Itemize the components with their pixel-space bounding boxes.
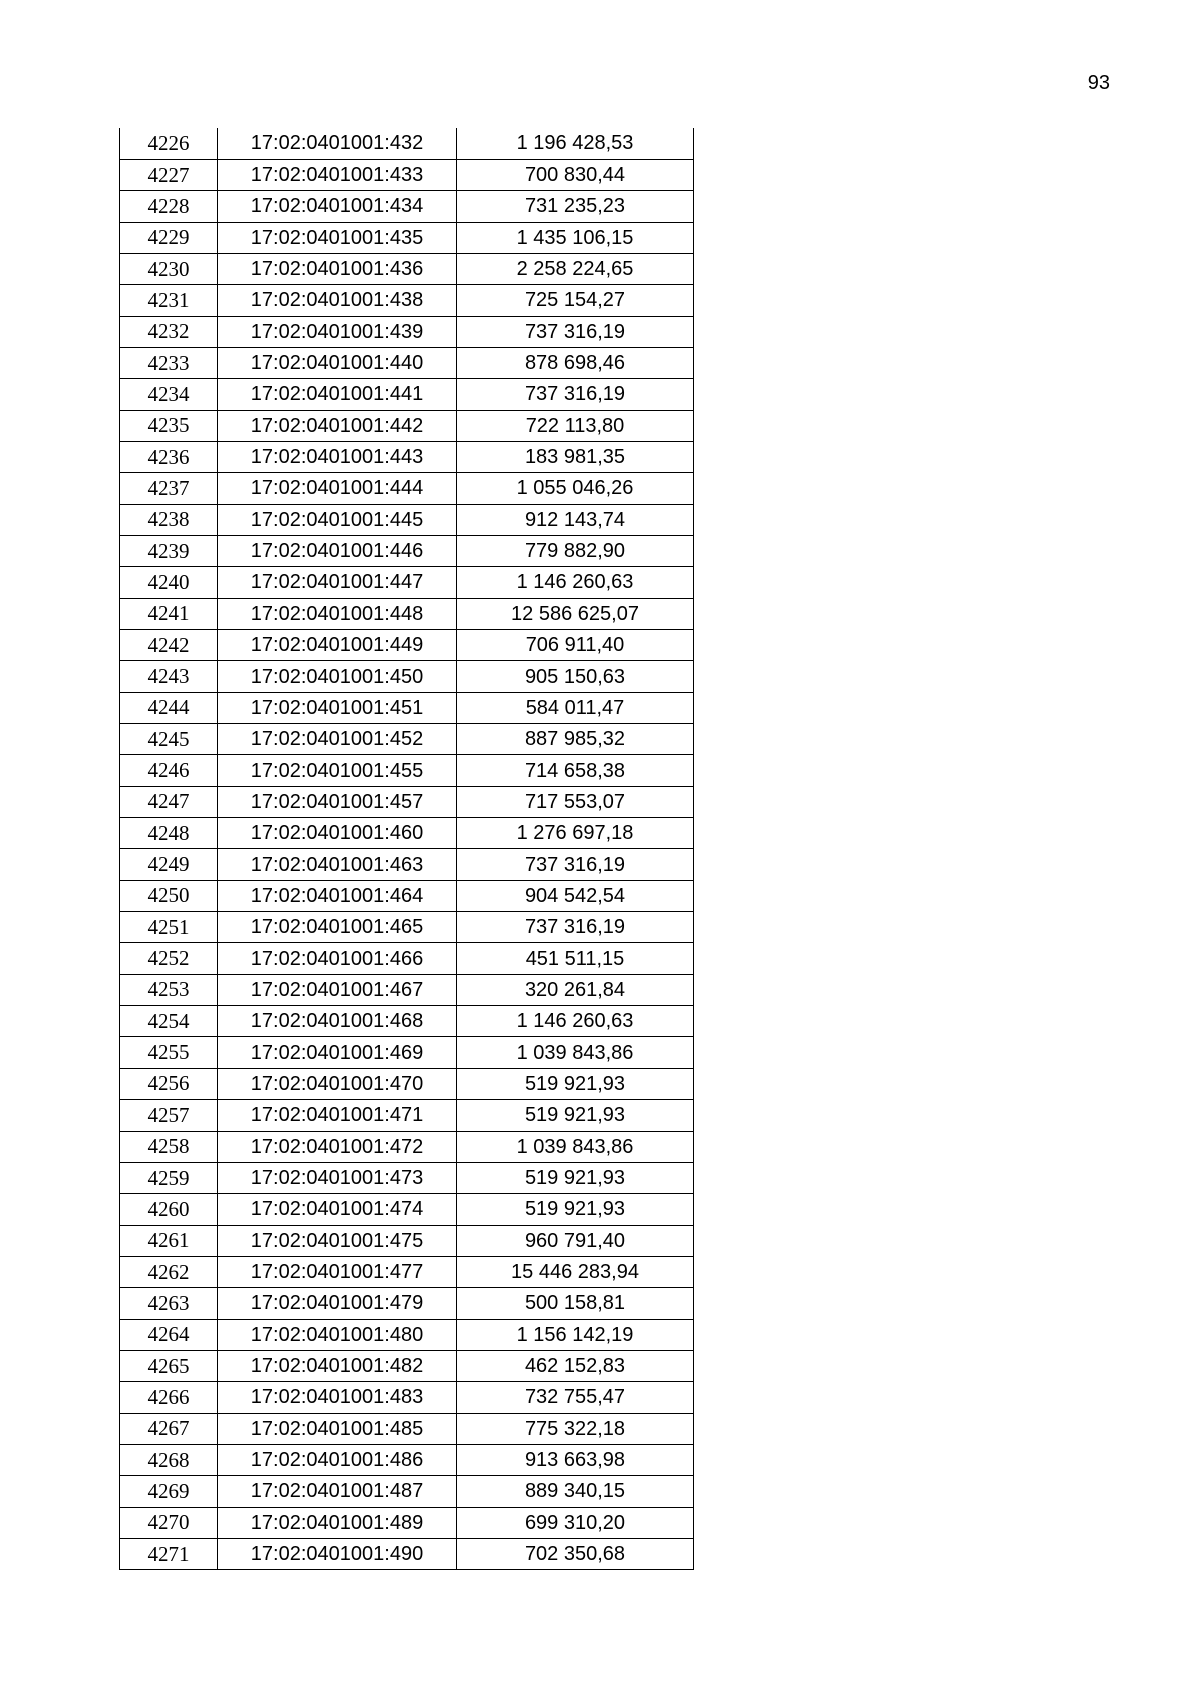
row-number-cell: 4262 — [120, 1256, 218, 1287]
cadastral-number-cell: 17:02:0401001:490 — [218, 1538, 457, 1569]
value-cell: 714 658,38 — [457, 755, 694, 786]
cadastral-number-cell: 17:02:0401001:442 — [218, 410, 457, 441]
value-cell: 779 882,90 — [457, 535, 694, 566]
value-cell: 700 830,44 — [457, 159, 694, 190]
cadastral-number-cell: 17:02:0401001:445 — [218, 504, 457, 535]
value-cell: 2 258 224,65 — [457, 253, 694, 284]
cadastral-number-cell: 17:02:0401001:449 — [218, 630, 457, 661]
row-number-cell: 4259 — [120, 1162, 218, 1193]
row-number-cell: 4251 — [120, 912, 218, 943]
row-number-cell: 4269 — [120, 1476, 218, 1507]
table-row — [120, 379, 694, 410]
row-number-cell: 4252 — [120, 943, 218, 974]
row-number-cell: 4245 — [120, 724, 218, 755]
table-row — [120, 880, 694, 911]
table-row — [120, 1350, 694, 1381]
cadastral-number-cell: 17:02:0401001:444 — [218, 473, 457, 504]
table-row — [120, 504, 694, 535]
table-row — [120, 347, 694, 378]
cadastral-number-cell: 17:02:0401001:469 — [218, 1037, 457, 1068]
cadastral-number-cell: 17:02:0401001:457 — [218, 786, 457, 817]
value-cell: 183 981,35 — [457, 441, 694, 472]
row-number-cell: 4257 — [120, 1100, 218, 1131]
row-number-cell: 4249 — [120, 849, 218, 880]
table-row — [120, 1444, 694, 1475]
cadastral-number-cell: 17:02:0401001:443 — [218, 441, 457, 472]
value-cell: 717 553,07 — [457, 786, 694, 817]
cadastral-number-cell: 17:02:0401001:473 — [218, 1162, 457, 1193]
cadastral-number-cell: 17:02:0401001:436 — [218, 253, 457, 284]
table-row — [120, 159, 694, 190]
value-cell: 15 446 283,94 — [457, 1256, 694, 1287]
row-number-cell: 4243 — [120, 661, 218, 692]
table-row — [120, 1288, 694, 1319]
value-cell: 584 011,47 — [457, 692, 694, 723]
row-number-cell: 4260 — [120, 1194, 218, 1225]
row-number-cell: 4250 — [120, 880, 218, 911]
cadastral-number-cell: 17:02:0401001:474 — [218, 1194, 457, 1225]
table-row — [120, 191, 694, 222]
value-cell: 12 586 625,07 — [457, 598, 694, 629]
table-row — [120, 598, 694, 629]
value-cell: 1 055 046,26 — [457, 473, 694, 504]
value-cell: 912 143,74 — [457, 504, 694, 535]
table-row — [120, 1194, 694, 1225]
value-cell: 889 340,15 — [457, 1476, 694, 1507]
value-cell: 1 276 697,18 — [457, 818, 694, 849]
page-number: 93 — [1087, 72, 1110, 94]
table-row — [120, 222, 694, 253]
cadastral-number-cell: 17:02:0401001:438 — [218, 285, 457, 316]
value-cell: 1 196 428,53 — [457, 128, 694, 159]
value-cell: 451 511,15 — [457, 943, 694, 974]
table-row — [120, 253, 694, 284]
row-number-cell: 4234 — [120, 379, 218, 410]
value-cell: 1 435 106,15 — [457, 222, 694, 253]
row-number-cell: 4230 — [120, 253, 218, 284]
table-row — [120, 285, 694, 316]
value-cell: 1 146 260,63 — [457, 567, 694, 598]
row-number-cell: 4231 — [120, 285, 218, 316]
table-row — [120, 661, 694, 692]
data-table — [119, 128, 694, 1570]
value-cell: 905 150,63 — [457, 661, 694, 692]
table-row — [120, 1319, 694, 1350]
cadastral-number-cell: 17:02:0401001:448 — [218, 598, 457, 629]
value-cell: 1 156 142,19 — [457, 1319, 694, 1350]
row-number-cell: 4226 — [120, 128, 218, 159]
cadastral-number-cell: 17:02:0401001:465 — [218, 912, 457, 943]
row-number-cell: 4253 — [120, 974, 218, 1005]
table-row — [120, 1068, 694, 1099]
table-row — [120, 818, 694, 849]
cadastral-number-cell: 17:02:0401001:447 — [218, 567, 457, 598]
row-number-cell: 4237 — [120, 473, 218, 504]
row-number-cell: 4258 — [120, 1131, 218, 1162]
cadastral-number-cell: 17:02:0401001:440 — [218, 347, 457, 378]
value-cell: 737 316,19 — [457, 912, 694, 943]
table-row — [120, 630, 694, 661]
value-cell: 904 542,54 — [457, 880, 694, 911]
row-number-cell: 4240 — [120, 567, 218, 598]
table-row — [120, 755, 694, 786]
cadastral-number-cell: 17:02:0401001:489 — [218, 1507, 457, 1538]
table-row — [120, 1476, 694, 1507]
value-cell: 722 113,80 — [457, 410, 694, 441]
table-row — [120, 1225, 694, 1256]
value-cell: 320 261,84 — [457, 974, 694, 1005]
row-number-cell: 4254 — [120, 1006, 218, 1037]
table-row — [120, 943, 694, 974]
table-row — [120, 1006, 694, 1037]
cadastral-number-cell: 17:02:0401001:487 — [218, 1476, 457, 1507]
table-row — [120, 692, 694, 723]
cadastral-number-cell: 17:02:0401001:451 — [218, 692, 457, 723]
cadastral-number-cell: 17:02:0401001:466 — [218, 943, 457, 974]
row-number-cell: 4255 — [120, 1037, 218, 1068]
value-cell: 737 316,19 — [457, 316, 694, 347]
cadastral-number-cell: 17:02:0401001:439 — [218, 316, 457, 347]
row-number-cell: 4266 — [120, 1382, 218, 1413]
table-row — [120, 473, 694, 504]
cadastral-number-cell: 17:02:0401001:435 — [218, 222, 457, 253]
value-cell: 706 911,40 — [457, 630, 694, 661]
table-row — [120, 1382, 694, 1413]
row-number-cell: 4247 — [120, 786, 218, 817]
row-number-cell: 4241 — [120, 598, 218, 629]
table-row — [120, 441, 694, 472]
value-cell: 519 921,93 — [457, 1100, 694, 1131]
value-cell: 699 310,20 — [457, 1507, 694, 1538]
row-number-cell: 4228 — [120, 191, 218, 222]
cadastral-number-cell: 17:02:0401001:446 — [218, 535, 457, 566]
table-body — [120, 128, 694, 1570]
table-row — [120, 1413, 694, 1444]
row-number-cell: 4242 — [120, 630, 218, 661]
cadastral-number-cell: 17:02:0401001:480 — [218, 1319, 457, 1350]
row-number-cell: 4267 — [120, 1413, 218, 1444]
table-row — [120, 567, 694, 598]
value-cell: 519 921,93 — [457, 1162, 694, 1193]
value-cell: 1 039 843,86 — [457, 1131, 694, 1162]
value-cell: 960 791,40 — [457, 1225, 694, 1256]
cadastral-number-cell: 17:02:0401001:452 — [218, 724, 457, 755]
cadastral-number-cell: 17:02:0401001:470 — [218, 1068, 457, 1099]
cadastral-number-cell: 17:02:0401001:441 — [218, 379, 457, 410]
value-cell: 1 146 260,63 — [457, 1006, 694, 1037]
row-number-cell: 4238 — [120, 504, 218, 535]
cadastral-number-cell: 17:02:0401001:485 — [218, 1413, 457, 1444]
cadastral-number-cell: 17:02:0401001:486 — [218, 1444, 457, 1475]
row-number-cell: 4233 — [120, 347, 218, 378]
cadastral-number-cell: 17:02:0401001:482 — [218, 1350, 457, 1381]
value-cell: 732 755,47 — [457, 1382, 694, 1413]
table-row — [120, 1162, 694, 1193]
row-number-cell: 4236 — [120, 441, 218, 472]
value-cell: 737 316,19 — [457, 849, 694, 880]
table-row — [120, 535, 694, 566]
cadastral-number-cell: 17:02:0401001:475 — [218, 1225, 457, 1256]
table-row — [120, 786, 694, 817]
table-row — [120, 1507, 694, 1538]
table-row — [120, 1131, 694, 1162]
value-cell: 878 698,46 — [457, 347, 694, 378]
cadastral-number-cell: 17:02:0401001:433 — [218, 159, 457, 190]
value-cell: 731 235,23 — [457, 191, 694, 222]
value-cell: 737 316,19 — [457, 379, 694, 410]
cadastral-number-cell: 17:02:0401001:477 — [218, 1256, 457, 1287]
value-cell: 519 921,93 — [457, 1194, 694, 1225]
row-number-cell: 4265 — [120, 1350, 218, 1381]
table-row — [120, 1037, 694, 1068]
table-row — [120, 974, 694, 1005]
table-row — [120, 849, 694, 880]
row-number-cell: 4261 — [120, 1225, 218, 1256]
cadastral-number-cell: 17:02:0401001:450 — [218, 661, 457, 692]
table-row — [120, 1256, 694, 1287]
table-row — [120, 1100, 694, 1131]
cadastral-number-cell: 17:02:0401001:471 — [218, 1100, 457, 1131]
cadastral-number-cell: 17:02:0401001:463 — [218, 849, 457, 880]
table-row — [120, 410, 694, 441]
cadastral-number-cell: 17:02:0401001:468 — [218, 1006, 457, 1037]
row-number-cell: 4229 — [120, 222, 218, 253]
cadastral-number-cell: 17:02:0401001:432 — [218, 128, 457, 159]
value-cell: 775 322,18 — [457, 1413, 694, 1444]
row-number-cell: 4235 — [120, 410, 218, 441]
value-cell: 462 152,83 — [457, 1350, 694, 1381]
row-number-cell: 4227 — [120, 159, 218, 190]
table-row — [120, 128, 694, 159]
value-cell: 500 158,81 — [457, 1288, 694, 1319]
cadastral-number-cell: 17:02:0401001:467 — [218, 974, 457, 1005]
row-number-cell: 4268 — [120, 1444, 218, 1475]
cadastral-number-cell: 17:02:0401001:460 — [218, 818, 457, 849]
row-number-cell: 4232 — [120, 316, 218, 347]
value-cell: 913 663,98 — [457, 1444, 694, 1475]
row-number-cell: 4239 — [120, 535, 218, 566]
cadastral-number-cell: 17:02:0401001:464 — [218, 880, 457, 911]
row-number-cell: 4271 — [120, 1538, 218, 1569]
value-cell: 702 350,68 — [457, 1538, 694, 1569]
cadastral-number-cell: 17:02:0401001:455 — [218, 755, 457, 786]
cadastral-number-cell: 17:02:0401001:434 — [218, 191, 457, 222]
value-cell: 519 921,93 — [457, 1068, 694, 1099]
value-cell: 725 154,27 — [457, 285, 694, 316]
table-row — [120, 1538, 694, 1569]
row-number-cell: 4246 — [120, 755, 218, 786]
row-number-cell: 4248 — [120, 818, 218, 849]
row-number-cell: 4256 — [120, 1068, 218, 1099]
row-number-cell: 4264 — [120, 1319, 218, 1350]
row-number-cell: 4270 — [120, 1507, 218, 1538]
cadastral-number-cell: 17:02:0401001:483 — [218, 1382, 457, 1413]
row-number-cell: 4263 — [120, 1288, 218, 1319]
table-row — [120, 316, 694, 347]
row-number-cell: 4244 — [120, 692, 218, 723]
cadastral-number-cell: 17:02:0401001:472 — [218, 1131, 457, 1162]
cadastral-number-cell: 17:02:0401001:479 — [218, 1288, 457, 1319]
value-cell: 887 985,32 — [457, 724, 694, 755]
table-row — [120, 724, 694, 755]
value-cell: 1 039 843,86 — [457, 1037, 694, 1068]
table-row — [120, 912, 694, 943]
